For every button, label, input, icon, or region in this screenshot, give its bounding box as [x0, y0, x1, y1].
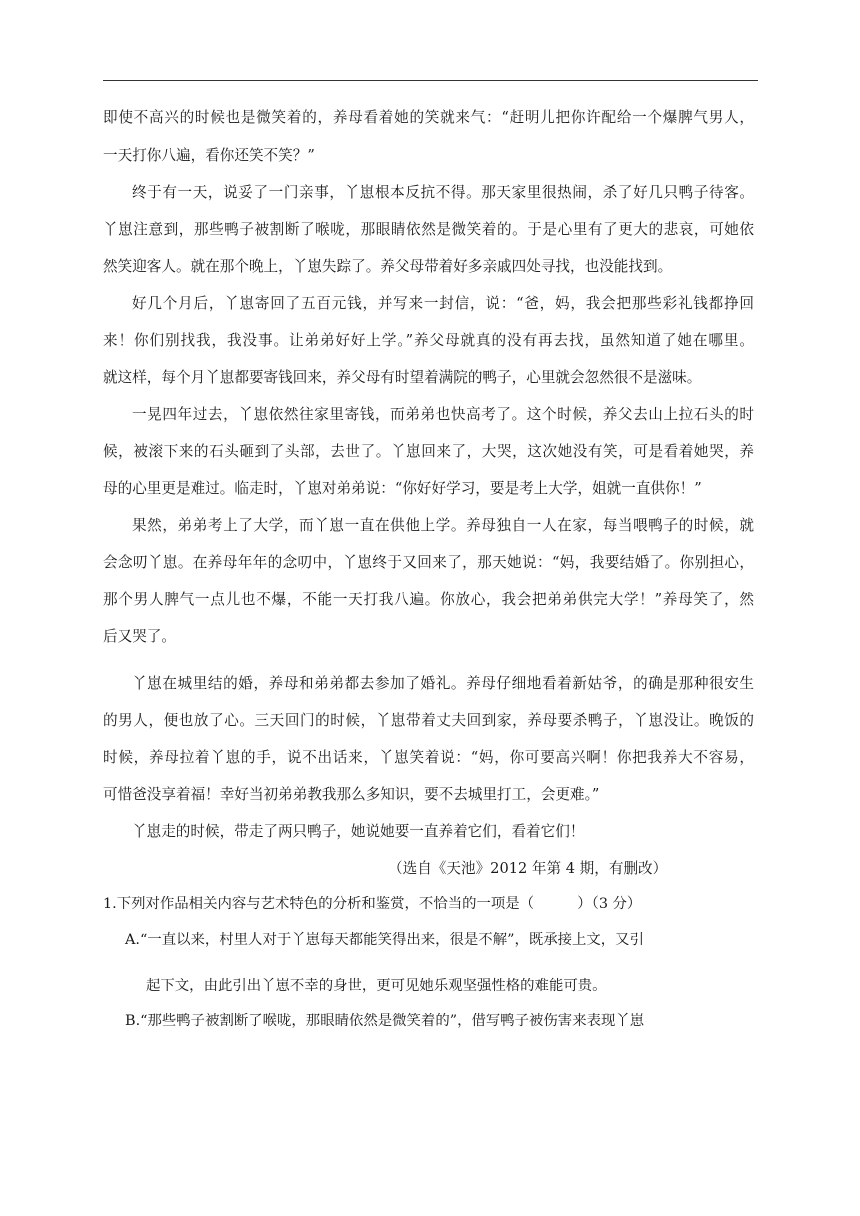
passage-line: 一晃四年过去，丫崽依然往家里寄钱，而弟弟也快高考了。这个时候，养父去山上拉石头的时: [132, 406, 754, 423]
passage-line: 一天打你八遍，看你还笑不笑？”: [103, 147, 315, 164]
passage-line: 果然，弟弟考上了大学，而丫崽一直在供他上学。养母独自一人在家，每当喂鸭子的时候，就: [132, 517, 754, 534]
passage-line: 即使不高兴的时候也是微笑着的，养母看着她的笑就来气：“赶明儿把你许配给一个爆脾气男人，: [103, 109, 754, 126]
passage-line: 就这样，每个月丫崽都要寄钱回来，养父母有时望着满院的鸭子，心里就会忽然很不是滋味。: [103, 369, 702, 386]
passage-line: 丫崽注意到，那些鸭子被割断了喉咙，那眼睛依然是微笑着的。于是心里有了更大的悲哀，可她依: [103, 221, 754, 238]
passage-line: 可惜爸没享着福！幸好当初弟弟教我那么多知识，要不去城里打工，会更难。”: [103, 786, 600, 803]
option-a: A.“一直以来，村里人对于丫崽每天都能笑得出来，很是不解”，既承接上文，又引: [125, 932, 644, 948]
passage-line: 好几个月后，丫崽寄回了五百元钱，并写来一封信，说：“爸，妈，我会把那些彩礼钱都挣回: [132, 295, 754, 312]
passage-line: 候，被滚下来的石头砸到了头部，去世了。丫崽回来了，大哭，这次她没有笑，可是看着她哭，养: [103, 443, 754, 460]
passage-line: 时候，养母拉着丫崽的手，说不出话来，丫崽笑着说：“妈，你可要高兴啊！你把我养大不容易，: [103, 749, 754, 766]
citation: （选自《天池》2012 年第 4 期，有删改）: [388, 860, 668, 877]
question-stem: 1.下列对作品相关内容与艺术特色的分析和鉴赏，不恰当的一项是（ ）（3 分）: [103, 896, 642, 912]
option-b: B.“那些鸭子被割断了喉咙，那眼睛依然是微笑着的”，借写鸭子被伤害来表现丫崽: [125, 1013, 645, 1029]
passage-line: 那个男人脾气一点儿也不爆，不能一天打我八遍。你放心，我会把弟弟供完大学！”养母笑了，然: [103, 591, 754, 608]
passage-line: 会念叨丫崽。在养母年年的念叨中，丫崽终于又回来了，那天她说：“妈，我要结婚了。你别担心，: [103, 554, 754, 571]
passage-line: 后又哭了。: [103, 628, 176, 645]
header-rule: [103, 80, 758, 81]
passage-line: 终于有一天，说妥了一门亲事，丫崽根本反抗不得。那天家里很热闹，杀了好几只鸭子待客。: [132, 184, 754, 201]
passage-line: 然笑迎客人。就在那个晚上，丫崽失踪了。养父母带着好多亲戚四处寻找，也没能找到。: [103, 258, 673, 275]
passage-line: 母的心里更是难过。临走时，丫崽对弟弟说：“你好好学习，要是考上大学，姐就一直供你！”: [103, 480, 702, 497]
passage-line: 丫崽在城里结的婚，养母和弟弟都去参加了婚礼。养母仔细地看着新姑爷，的确是那种很安生: [132, 675, 754, 692]
passage-line: 来！你们别找我，我没事。让弟弟好好上学。”养父母就真的没有再去找，虽然知道了她在哪里。: [103, 332, 754, 349]
passage-line: 丫崽走的时候，带走了两只鸭子，她说她要一直养着它们，看着它们！: [132, 823, 585, 840]
option-a-continuation: 起下文，由此引出丫崽不幸的身世，更可见她乐观坚强性格的难能可贵。: [146, 978, 607, 994]
passage-line: 的男人，便也放了心。三天回门的时候，丫崽带着丈夫回到家，养母要杀鸭子，丫崽没让。晚饭的: [103, 712, 754, 729]
